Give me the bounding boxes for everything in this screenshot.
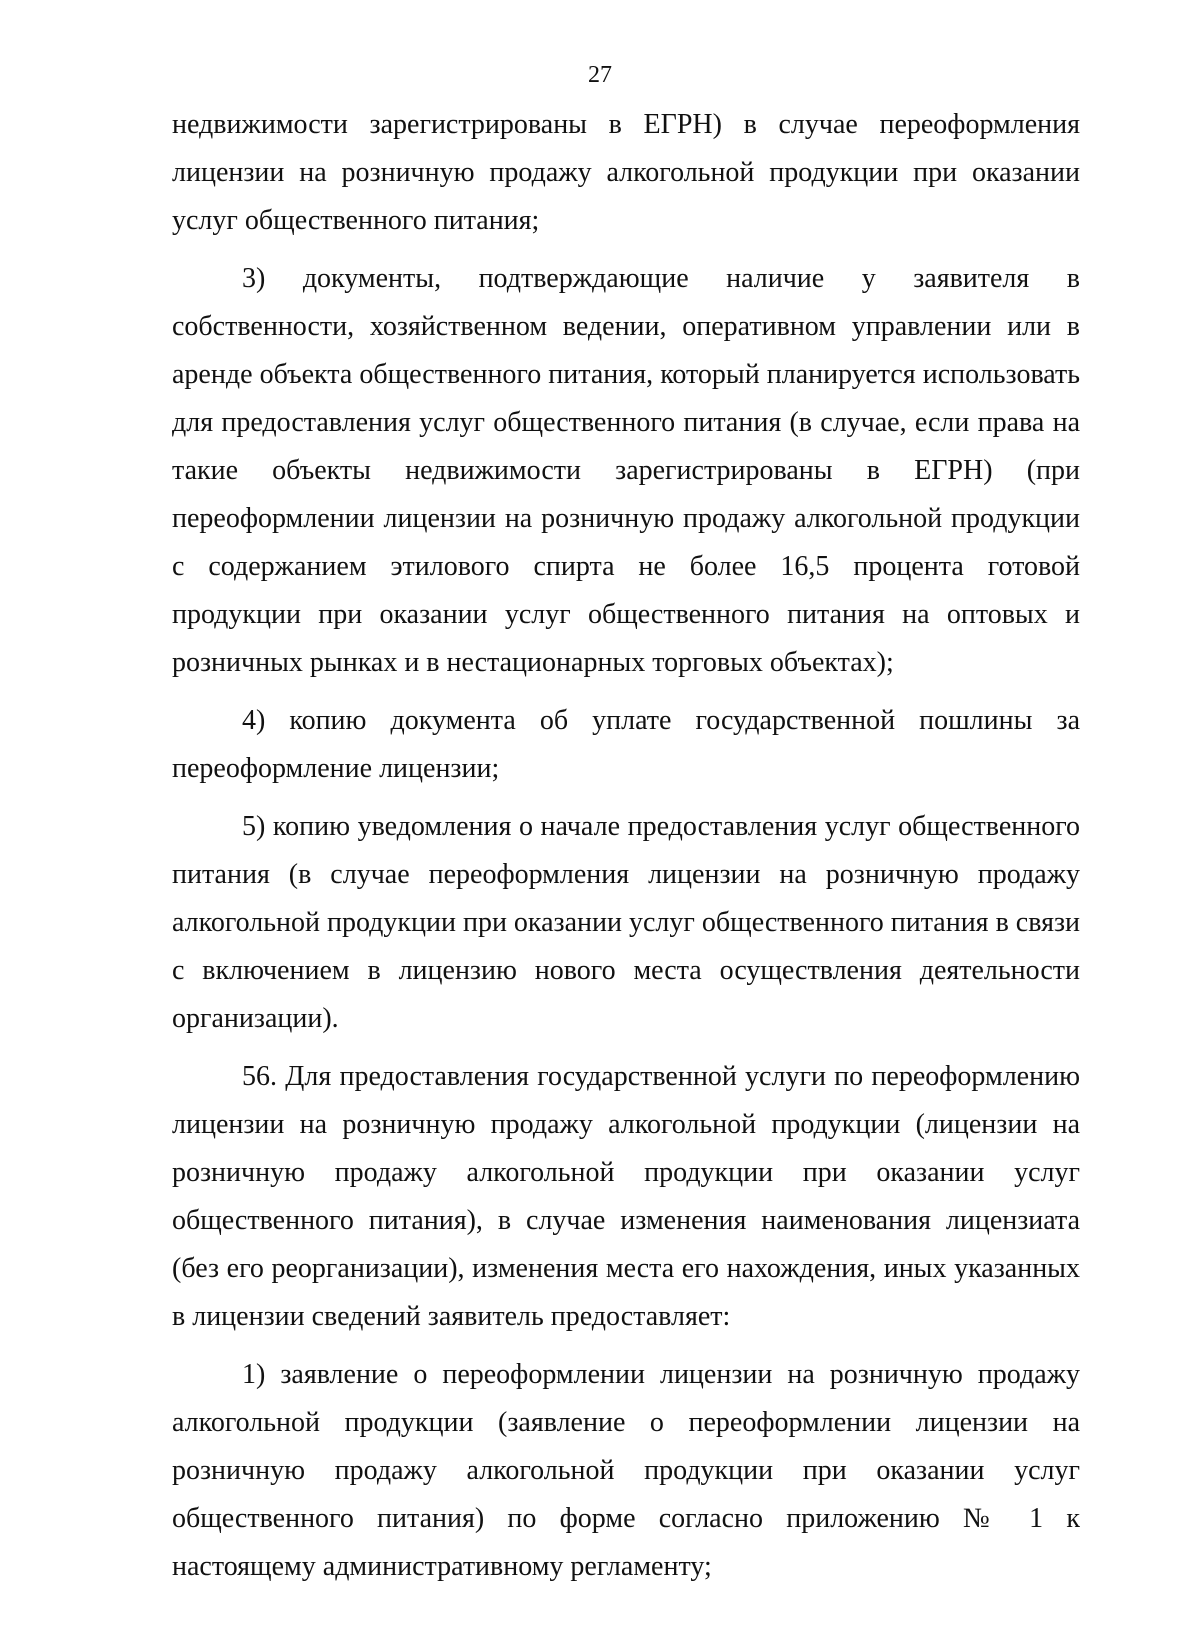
paragraph-item-4: 4) копию документа об уплате государственной пошлины за переоформление лицензии; <box>172 705 1080 784</box>
document-body <box>172 101 1080 1591</box>
paragraph-item-5: 5) копию уведомления о начале предоставления услуг общественного питания (в случае переоформления лицензии на розничную продажу алкогольной продукции при оказании услуг общественного питания в связи с включением в лицензию нового места осуществления деятельности организации). <box>172 811 1080 1034</box>
paragraph-item-1: 1) заявление о переоформлении лицензии на розничную продажу алкогольной продукции (заявление о переоформлении лицензии на розничную продажу алкогольной продукции при оказании услуг общественного питания) по форме согласно приложению № 1 к настоящему административному регламенту; <box>172 1359 1080 1582</box>
page-number: 27 <box>588 62 612 88</box>
paragraph-item-3: 3) документы, подтверждающие наличие у заявителя в собственности, хозяйственном ведении, оперативном управлении или в аренде объекта общественного питания, который планируется использовать для предоставления услуг общественного питания (в случае, если права на такие объекты недвижимости зарегистрированы в ЕГРН) (при переоформлении лицензии на розничную продажу алкогольной продукции с содержанием этилового спирта не более 16,5 процента готовой продукции при оказании услуг общественного питания на оптовых и розничных рынках и в нестационарных торговых объектах); <box>172 263 1080 678</box>
paragraph-continuation: недвижимости зарегистрированы в ЕГРН) в случае переоформления лицензии на розничную продажу алкогольной продукции при оказании услуг общественного питания; <box>172 109 1080 236</box>
paragraph-56: 56. Для предоставления государственной услуги по переоформлению лицензии на розничную продажу алкогольной продукции (лицензии на розничную продажу алкогольной продукции при оказании услуг общественного питания), в случае изменения наименования лицензиата (без его реорганизации), изменения места его нахождения, иных указанных в лицензии сведений заявитель предоставляет: <box>172 1061 1080 1332</box>
